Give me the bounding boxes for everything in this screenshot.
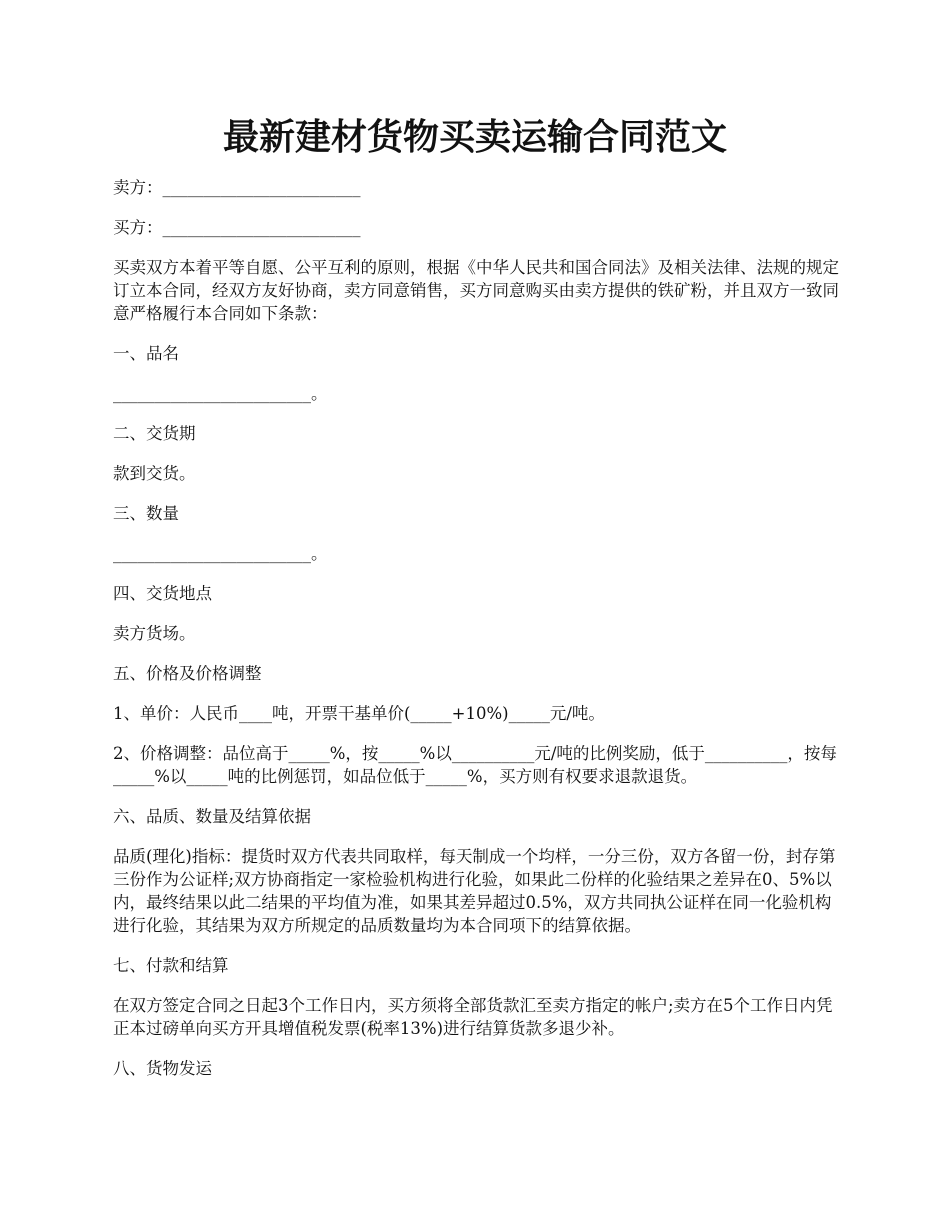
preamble-paragraph: 买卖双方本着平等自愿、公平互利的原则，根据《中华人民共和国合同法》及相关法律、法规的规定订立本合同，经双方友好协商，卖方同意销售，买方同意购买由卖方提供的铁矿粉，并且双方一致同意严格履行本合同如下条款： (113, 258, 839, 323)
quantity-blank: ________________________。 (113, 544, 328, 563)
quality-clause: 品质(理化)指标：提货时双方代表共同取样，每天制成一个均样，一分三份，双方各留一份，封存第三份作为公证样;双方协商指定一家检验机构进行化验，如果此二份样的化验结果之差异在0、5%以内，最终结果以此二结果的平均值为准，如果其差异超过0.5%，双方共同执公证样在同一化验机构进行化验，其结果为双方所规定的品质数量均为本合同项下的结算依据。 (113, 847, 836, 935)
seller-line: 卖方：________________________ (113, 178, 361, 197)
section-heading: 六、品质、数量及结算依据 (113, 807, 311, 826)
payment-clause: 在双方签定合同之日起3个工作日内，买方须将全部货款汇至卖方指定的帐户;卖方在5个工作日内凭正本过磅单向买方开具增值税发票(税率13%)进行结算货款多退少补。 (113, 996, 833, 1038)
document-body (113, 176, 843, 1097)
section-heading: 四、交货地点 (113, 584, 212, 603)
delivery-term: 款到交货。 (113, 464, 196, 483)
page-title: 最新建材货物买卖运输合同范文 (222, 116, 727, 158)
section-heading: 一、品名 (113, 344, 179, 363)
section-heading: 二、交货期 (113, 424, 196, 443)
section-heading: 七、付款和结算 (113, 956, 229, 975)
section-heading: 五、价格及价格调整 (113, 664, 262, 683)
section-heading: 三、数量 (113, 504, 179, 523)
price-adjust-clause: 2、价格调整：品位高于_____%，按_____%以__________元/吨的比例奖励，低于__________，按每_____%以_____吨的比例惩罚，如品位低于_____%，买方则有权要求退款退货。 (113, 744, 837, 786)
unit-price-clause: 1、单价：人民币____吨，开票干基单价(_____+10%)_____元/吨。 (113, 704, 605, 723)
delivery-place: 卖方货场。 (113, 624, 196, 643)
buyer-line: 买方：________________________ (113, 218, 361, 237)
product-name-blank: ________________________。 (113, 384, 328, 403)
section-heading: 八、货物发运 (113, 1059, 212, 1078)
